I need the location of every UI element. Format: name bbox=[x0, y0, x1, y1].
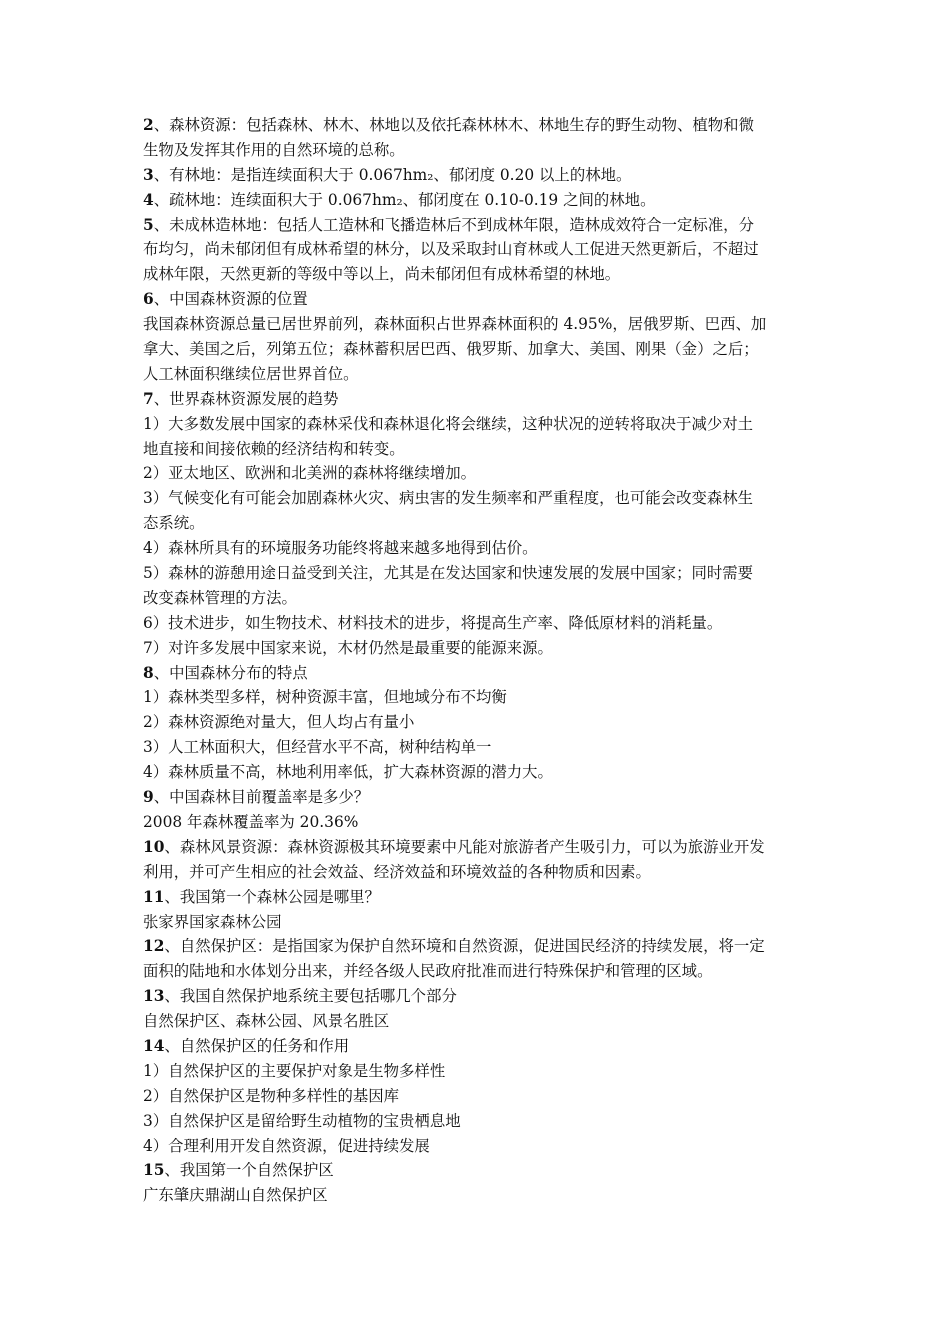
line-text: 我国森林资源总量已居世界前列，森林面积占世界森林面积的 4.95%，居俄罗斯、巴西、加 bbox=[143, 315, 767, 334]
line-text: 改变森林管理的方法。 bbox=[143, 588, 297, 607]
text-line bbox=[143, 511, 815, 536]
line-text: 地直接和间接依赖的经济结构和转变。 bbox=[143, 439, 405, 458]
item-number: 2 bbox=[143, 116, 154, 134]
text-line bbox=[143, 437, 815, 462]
text-line bbox=[143, 163, 815, 188]
text-line bbox=[143, 536, 815, 561]
line-text: 2）亚太地区、欧洲和北美洲的森林将继续增加。 bbox=[143, 464, 476, 483]
line-text: 张家界国家森林公园 bbox=[143, 912, 282, 931]
line-text: 4）森林质量不高，林地利用率低，扩大森林资源的潜力大。 bbox=[143, 763, 553, 782]
text-line bbox=[143, 1059, 815, 1084]
line-text: 、疏林地：连续面积大于 0.067hm₂、郁闭度在 0.10-0.19 之间的林地。 bbox=[153, 190, 656, 209]
line-text: 3）气候变化有可能会加剧森林火灾、病虫害的发生频率和严重程度，也可能会改变森林生 bbox=[143, 489, 754, 508]
item-number: 7 bbox=[143, 389, 154, 408]
line-text: 、自然保护区：是指国家为保护自然环境和自然资源，促进国民经济的持续发展，将一定 bbox=[164, 937, 765, 956]
line-text: 面积的陆地和水体划分出来，并经各级人民政府批准而进行特殊保护和管理的区域。 bbox=[143, 962, 713, 981]
line-text: 1）自然保护区的主要保护对象是生物多样性 bbox=[143, 1061, 446, 1080]
line-text: 1）森林类型多样，树种资源丰富，但地域分布不均衡 bbox=[143, 688, 507, 707]
item-number: 8 bbox=[143, 663, 154, 682]
text-line bbox=[143, 586, 815, 611]
line-text: 态系统。 bbox=[143, 514, 205, 533]
item-number: 3 bbox=[143, 165, 154, 184]
line-text: 、我国自然保护地系统主要包括哪几个部分 bbox=[164, 987, 457, 1006]
text-line bbox=[143, 461, 815, 486]
item-number: 12 bbox=[143, 937, 165, 956]
line-text: 、我国第一个森林公园是哪里？ bbox=[164, 887, 380, 906]
line-text: 、中国森林目前覆盖率是多少？ bbox=[153, 788, 370, 807]
item-number: 15 bbox=[143, 1161, 165, 1180]
text-line bbox=[143, 885, 815, 910]
text-line bbox=[143, 611, 815, 636]
item-number: 10 bbox=[143, 837, 165, 856]
item-number: 11 bbox=[143, 887, 165, 906]
text-line bbox=[143, 412, 815, 437]
text-line bbox=[143, 113, 815, 138]
line-text: 、我国第一个自然保护区 bbox=[164, 1161, 334, 1180]
text-line bbox=[143, 188, 815, 213]
text-line bbox=[143, 561, 815, 586]
text-line bbox=[143, 710, 815, 735]
text-line bbox=[143, 661, 815, 686]
item-number: 13 bbox=[143, 987, 165, 1006]
text-line bbox=[143, 735, 815, 760]
line-text: 2）森林资源绝对量大，但人均占有量小 bbox=[143, 713, 415, 732]
item-number: 9 bbox=[143, 788, 154, 807]
line-text: 成林年限，天然更新的等级中等以上，尚未郁闭但有成林希望的林地。 bbox=[143, 265, 621, 284]
line-text: 广东肇庆鼎湖山自然保护区 bbox=[143, 1186, 328, 1205]
line-text: 生物及发挥其作用的自然环境的总称。 bbox=[143, 140, 405, 159]
text-line bbox=[143, 910, 815, 935]
text-line bbox=[143, 835, 815, 860]
text-line bbox=[143, 237, 815, 262]
item-number: 4 bbox=[143, 190, 154, 209]
text-line bbox=[143, 312, 815, 337]
line-text: 、自然保护区的任务和作用 bbox=[164, 1036, 350, 1055]
line-text: 拿大、美国之后，列第五位；森林蓄积居巴西、俄罗斯、加拿大、美国、刚果（金）之后； bbox=[143, 340, 759, 359]
text-line bbox=[143, 138, 815, 163]
item-number: 6 bbox=[143, 290, 154, 309]
line-text: 、未成林造林地：包括人工造林和飞播造林后不到成林年限，造林成效符合一定标准，分 bbox=[153, 215, 754, 234]
line-text: 利用，并可产生相应的社会效益、经济效益和环境效益的各种物质和因素。 bbox=[143, 862, 651, 881]
text-line bbox=[143, 636, 815, 661]
line-text: 6）技术进步，如生物技术、材料技术的进步，将提高生产率、降低原材料的消耗量。 bbox=[143, 613, 723, 632]
text-line bbox=[143, 1084, 815, 1109]
line-text: 7）对许多发展中国家来说，木材仍然是最重要的能源来源。 bbox=[143, 638, 553, 657]
text-line bbox=[143, 213, 815, 238]
text-line bbox=[143, 934, 815, 959]
text-line bbox=[143, 685, 815, 710]
line-text: 2）自然保护区是物种多样性的基因库 bbox=[143, 1086, 400, 1105]
text-line bbox=[143, 486, 815, 511]
text-line bbox=[143, 387, 815, 412]
line-text: 1）大多数发展中国家的森林采伐和森林退化将会继续，这种状况的逆转将取决于减少对土 bbox=[143, 414, 754, 433]
text-line bbox=[143, 1034, 815, 1059]
text-line bbox=[143, 262, 815, 287]
text-line bbox=[143, 362, 815, 387]
line-text: 、中国森林分布的特点 bbox=[153, 663, 308, 682]
line-text: 、中国森林资源的位置 bbox=[153, 290, 308, 309]
line-text: 、森林资源：包括森林、林木、林地以及依托森林林木、林地生存的野生动物、植物和微 bbox=[153, 116, 754, 134]
line-text: 5）森林的游憩用途日益受到关注，尤其是在发达国家和快速发展的发展中国家；同时需要 bbox=[143, 564, 754, 583]
line-text: 、世界森林资源发展的趋势 bbox=[153, 389, 339, 408]
text-line bbox=[143, 1183, 815, 1208]
line-text: 自然保护区、森林公园、风景名胜区 bbox=[143, 1012, 390, 1031]
text-line bbox=[143, 760, 815, 785]
text-line bbox=[143, 337, 815, 362]
item-number: 14 bbox=[143, 1036, 165, 1055]
text-line bbox=[143, 287, 815, 312]
document-page bbox=[143, 113, 815, 1208]
line-text: 3）人工林面积大，但经营水平不高，树种结构单一 bbox=[143, 738, 492, 757]
text-line bbox=[143, 1109, 815, 1134]
line-text: 人工林面积继续位居世界首位。 bbox=[143, 364, 359, 383]
text-line bbox=[143, 984, 815, 1009]
text-line bbox=[143, 860, 815, 885]
line-text: 布均匀，尚未郁闭但有成林希望的林分，以及采取封山育林或人工促进天然更新后，不超过 bbox=[143, 240, 759, 259]
item-number: 5 bbox=[143, 215, 154, 234]
text-line bbox=[143, 1158, 815, 1183]
line-text: 2008 年森林覆盖率为 20.36% bbox=[143, 812, 359, 831]
text-line bbox=[143, 959, 815, 984]
line-text: 、森林风景资源：森林资源极其环境要素中凡能对旅游者产生吸引力，可以为旅游业开发 bbox=[164, 837, 765, 856]
text-line bbox=[143, 1009, 815, 1034]
text-line bbox=[143, 785, 815, 810]
line-text: 3）自然保护区是留给野生动植物的宝贵栖息地 bbox=[143, 1111, 461, 1130]
line-text: 4）森林所具有的环境服务功能终将越来越多地得到估价。 bbox=[143, 539, 538, 558]
text-line bbox=[143, 810, 815, 835]
line-text: 4）合理利用开发自然资源，促进持续发展 bbox=[143, 1136, 430, 1155]
line-text: 、有林地：是指连续面积大于 0.067hm₂、郁闭度 0.20 以上的林地。 bbox=[153, 165, 632, 184]
text-line bbox=[143, 1134, 815, 1159]
